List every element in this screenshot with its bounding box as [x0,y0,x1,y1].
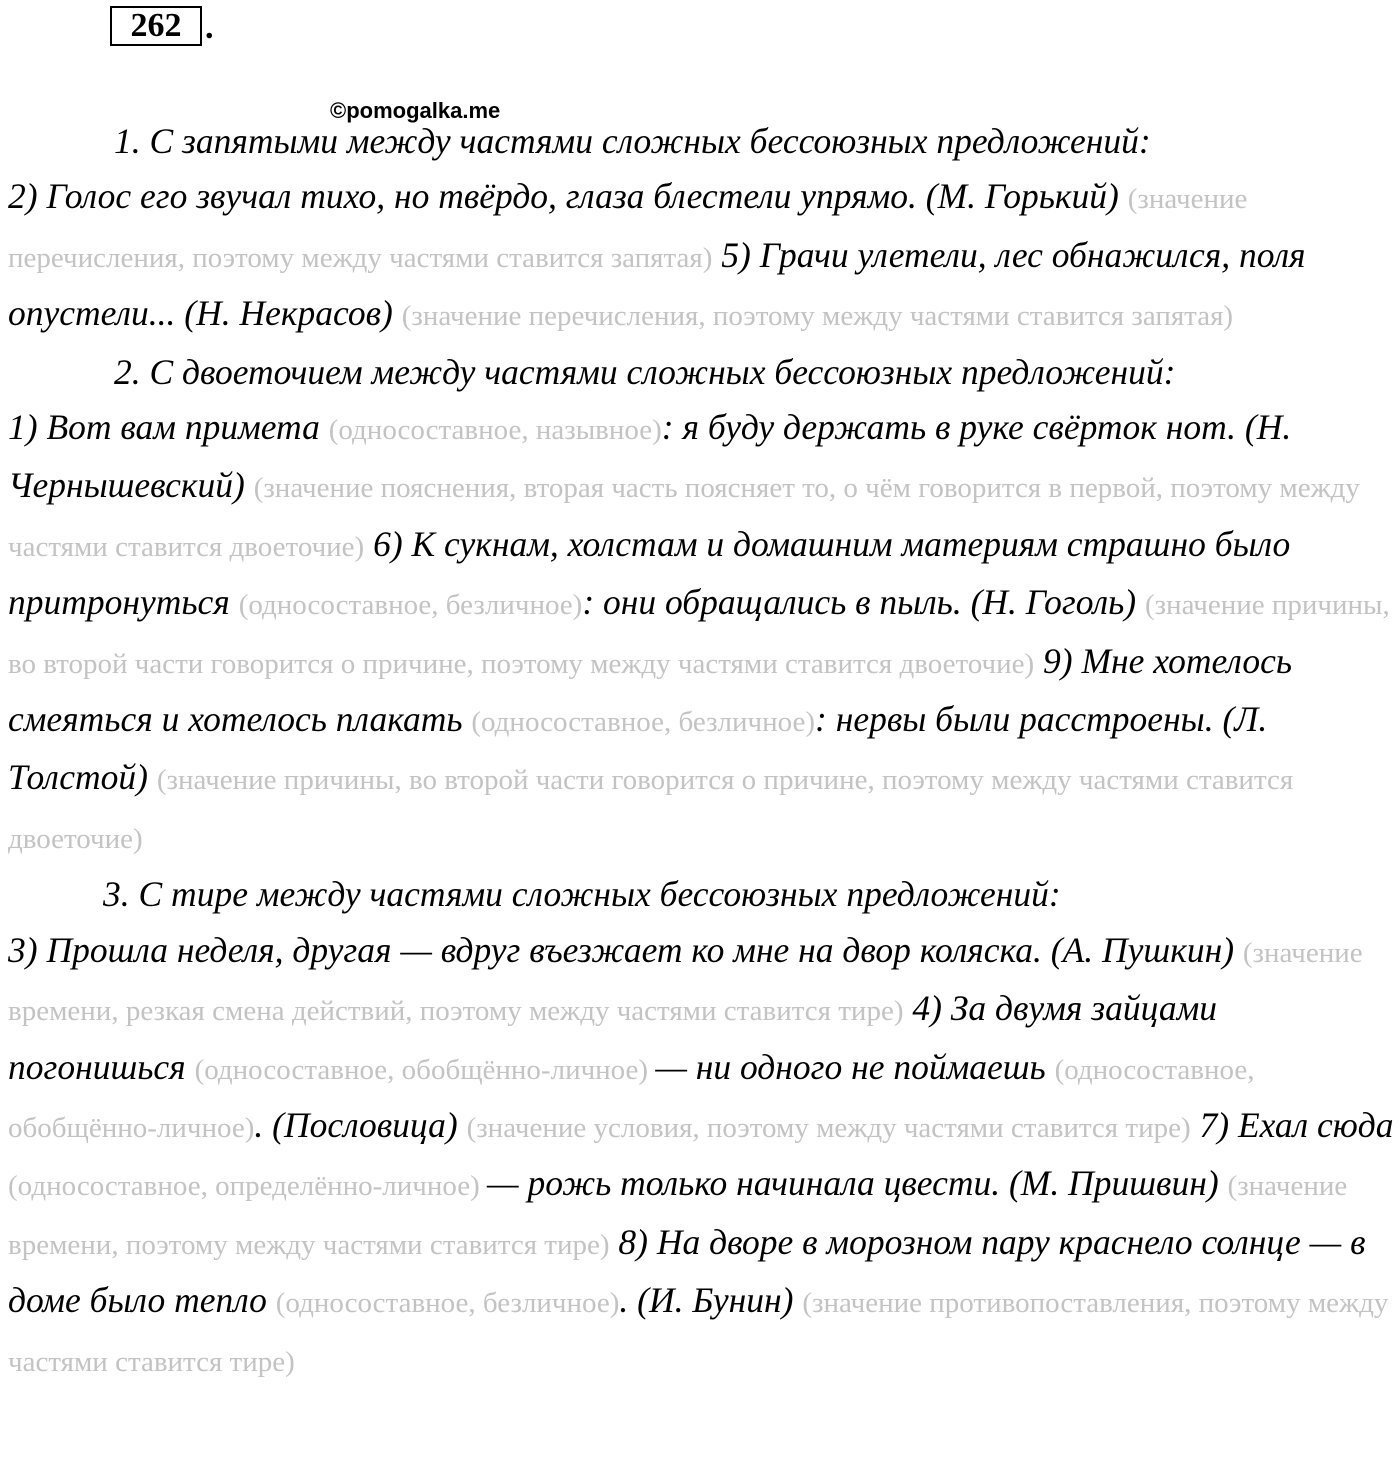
example-text: : нервы были расстроены. (Л. Толстой) [8,699,1268,798]
example-text: : они обращались в пыль. (Н. Гоголь) [582,582,1145,623]
example-text: 8) На дворе в морозном пару краснело солнце — в доме было тепло [8,1221,1366,1321]
section-3-heading: 3. С тире между частями сложных бессоюзных предложений: [103,874,1061,915]
grammar-note: (значение перечисления, поэтому между частями ставится запятая) [401,300,1234,333]
section-1-body [8,169,1400,344]
example-text: 7) Ехал сюда [1190,1104,1394,1145]
grammar-note: (односоставное, назывное) [328,414,662,447]
example-text: 5) Грачи улетели, лес обнажился, поля опустели... (Н. Некрасов) [8,234,1306,334]
example-text: 6) К сукнам, холстам и домашним материям страшно было притронуться [8,523,1291,623]
example-text: 1) Вот вам примета [8,407,329,448]
example-text: 3) Прошла неделя, другая — вдруг въезжает ко мне на двор коляска. (А. Пушкин) [8,929,1243,970]
grammar-note: (односоставное, безличное) [275,1287,620,1320]
section-3-body [8,923,1400,1390]
grammar-note: (односоставное, безличное) [238,589,583,622]
grammar-note: (значение условия, поэтому между частями ставится тире) [466,1111,1191,1144]
example-text: : я буду держать в руке свёрток нот. (Н. Чернышевский) [8,407,1292,506]
grammar-note: (значение причины, во второй части говорится о причине, поэтому между частями ставится двоеточие) [8,764,1294,855]
grammar-note: (значение противопоставления, поэтому между частями ставится тире) [8,1287,1389,1378]
exercise-number-dot: . [205,9,214,46]
grammar-note: (односоставное, обобщённо-личное) [194,1053,656,1086]
section-1-heading: 1. С запятыми между частями сложных бессоюзных предложений: [114,121,1151,161]
example-text: — рожь только начинала цвести. (М. Пришвин) [487,1163,1228,1204]
watermark: ©pomogalka.me [330,98,501,123]
grammar-note: (значение перечисления, поэтому между частями ставится запятая) [8,183,1248,274]
example-text: . (И. Бунин) [619,1280,803,1321]
exercise-number: 262 [110,6,202,46]
grammar-note: (односоставное, обобщённо-личное) [8,1053,1255,1144]
grammar-note: (односоставное, безличное) [471,706,816,739]
answer-text [8,114,1400,1390]
example-text: — ни одного не поймаешь [655,1046,1055,1087]
grammar-note: (значение причины, во второй части говорится о причине, поэтому между частями ставится двоеточие) [8,589,1390,680]
section-2-heading: 2. С двоеточием между частями сложных бессоюзных предложений: [114,351,1176,392]
grammar-note: (значение пояснения, вторая часть поясняет то, о чём говорится в первой, поэтому между частями ставится двоеточие) [8,472,1360,563]
example-text: 9) Мне хотелось смеяться и хотелось плакать [8,640,1292,740]
grammar-note: (значение времени, резкая смена действий, поэтому между частями ставится тире) [8,936,1363,1028]
example-text: 2) Голос его звучал тихо, но твёрдо, глаза блестели упрямо. (М. Горький) [8,176,1128,217]
section-2-body [8,400,1400,867]
grammar-note: (односоставное, определённо-личное) [8,1170,488,1203]
example-text: . (Пословица) [254,1104,467,1145]
example-text: 4) За двумя зайцами погонишься [8,988,1217,1087]
grammar-note: (значение времени, поэтому между частями ставится тире) [8,1170,1348,1261]
